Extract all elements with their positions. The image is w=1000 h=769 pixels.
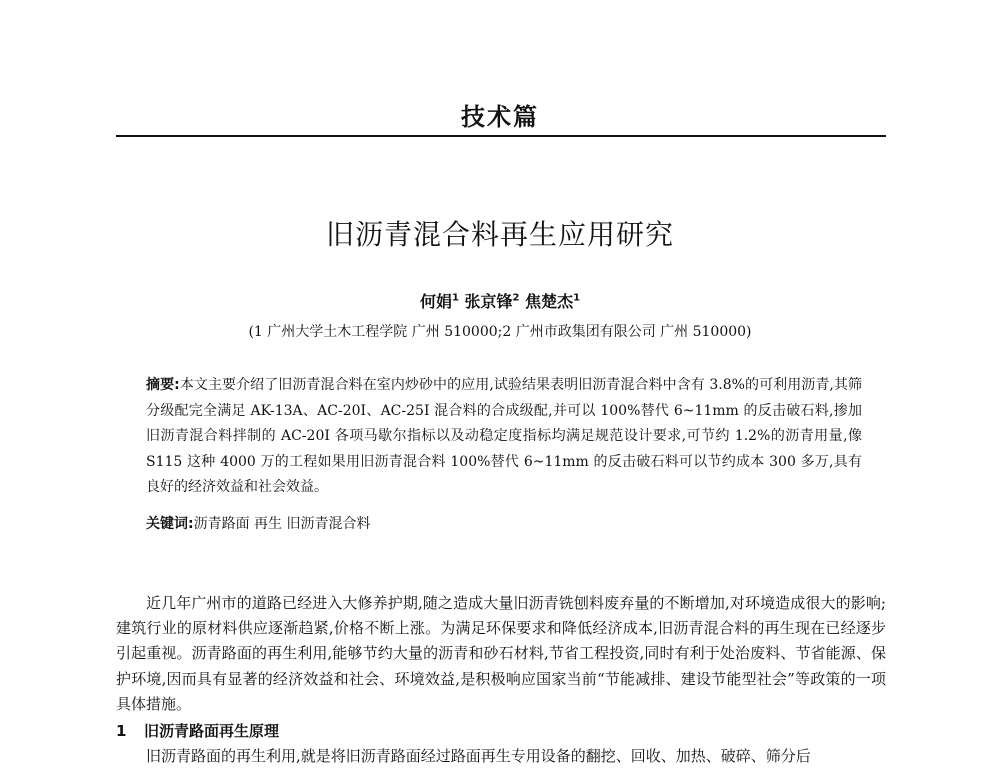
author-name: 何娟 [419,292,452,311]
author-mark: 1 [451,292,459,304]
keywords [146,512,862,537]
abstract-text: 本文主要介绍了旧沥青混合料在室内炒砂中的应用,试验结果表明旧沥青混合料中含有 3.8%的可利用沥青,其筛分级配完全满足 AK-13A、AC-20I、AC-25I 混合料的合成级配,并可以 100%替代 6~11mm 的反击破石料,掺加旧沥青混合料拌制的 AC-20I 各项马歇尔指标以及动稳定度指标均满足规范设计要求,可节约 1.2%的沥青用量,像 S115 这种 4000 万的工程如果用旧沥青混合料 100%替代 6~11mm 的反击破石料可以节约成本 300 多万,具有良好的经济效益和社会效益。 [146,377,862,495]
abstract [146,373,862,501]
abstract-label: 摘要: [146,377,180,393]
section-paragraph: 旧沥青路面的再生利用,就是将旧沥青路面经过路面再生专用设备的翻挖、回收、加热、破碎、筛分后 [146,747,811,765]
section-title: 旧沥青路面再生原理 [144,722,280,740]
author-mark: 1 [573,292,581,304]
author-name: 张京锋 [464,292,513,311]
paper-title: 旧沥青混合料再生应用研究 [325,218,674,251]
author-name: 焦楚杰 [525,292,574,311]
keywords-text: 沥青路面 再生 旧沥青混合料 [193,516,371,532]
keywords-label: 关键词: [146,516,194,532]
intro-paragraph: 近几年广州市的道路已经进入大修养护期,随之造成大量旧沥青铣刨料废弃量的不断增加,对环境造成很大的影响;建筑行业的原材料供应逐渐趋紧,价格不断上涨。为满足环保要求和降低经济成本,旧沥青混合料的再生现在已经逐步引起重视。沥青路面的再生利用,能够节约大量的沥青和砂石材料,节省工程投资,同时有利于处治废料、节省能源、保护环境,因而具有显著的经济效益和社会、环境效益,是积极响应国家当前“节能减排、建设节能型社会”等政策的一项具体措施。 [116,594,886,713]
header-rule [116,135,886,137]
author-mark: 2 [512,292,520,304]
author-list [0,289,1000,312]
section-number: 1 [116,722,127,740]
section-header: 技术篇 [461,103,539,131]
section-heading [116,720,886,741]
affiliation: (1 广州大学土木工程学院 广州 510000;2 广州市政集团有限公司 广州 510000) [248,324,752,340]
